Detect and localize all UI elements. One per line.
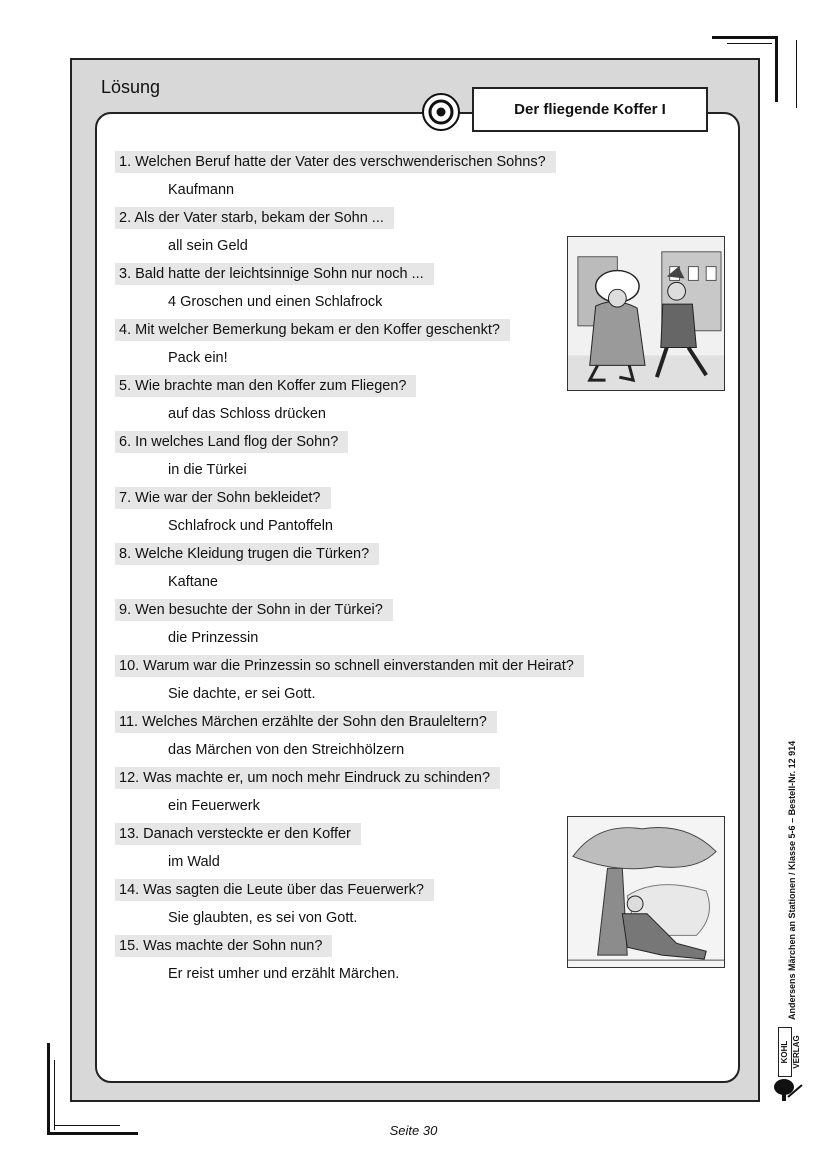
corner-line [775,36,778,102]
answer-text: Schlafrock und Pantoffeln [168,518,333,534]
answer-text: Pack ein! [168,350,228,366]
qa-item [115,319,555,369]
question-text: 7. Wie war der Sohn bekleidet? [115,487,331,509]
answer-text: Er reist umher und erzählt Märchen. [168,966,400,982]
qa-item [115,151,555,201]
question-text: 13. Danach versteckte er den Koffer [115,823,361,845]
qa-item [115,655,574,705]
qa-item [115,711,555,761]
qa-item [115,263,555,313]
question-text: 11. Welches Märchen erzählte der Sohn den Brauleltern? [115,711,497,733]
illustration-walking-men [567,236,725,391]
question-list [115,151,574,991]
page-heading: Lösung [101,77,161,97]
answer-text: all sein Geld [168,238,248,254]
qa-item [115,879,555,929]
worksheet-title: Der fliegende Koffer I [472,87,708,132]
answer-text: Sie dachte, er sei Gott. [168,686,316,702]
answer-text: auf das Schloss drücken [168,406,326,422]
question-text: 15. Was machte der Sohn nun? [115,935,332,957]
answer-text: 4 Groschen und einen Schlafrock [168,294,383,310]
qa-item [115,431,555,481]
question-text: 9. Wen besuchte der Sohn in der Türkei? [115,599,393,621]
answer-text: die Prinzessin [168,630,259,646]
qa-item [115,599,555,649]
answer-text: Sie glaubten, es sei von Gott. [168,910,358,926]
question-text: 5. Wie brachte man den Koffer zum Fliegen? [115,375,416,397]
question-text: 8. Welche Kleidung trugen die Türken? [115,543,379,565]
qa-item [115,487,555,537]
publisher-logo: KOHL VERLAG [770,1025,806,1105]
answer-text: in die Türkei [168,462,247,478]
qa-item [115,207,555,257]
target-icon [421,92,461,132]
question-text: 3. Bald hatte der leichtsinnige Sohn nur noch ... [115,263,434,285]
illustration-man-under-tree [567,816,725,968]
corner-line [796,40,797,108]
answer-text: Kaufmann [168,182,235,198]
qa-item [115,935,555,985]
corner-line [727,43,772,44]
question-text: 2. Als der Vater starb, bekam der Sohn ... [115,207,394,229]
corner-line [47,1043,50,1134]
qa-item [115,823,555,873]
side-reference-text: Andersens Märchen an Stationen / Klasse 5-6 – Bestell-Nr. 12 914 [787,740,797,1020]
answer-text: ein Feuerwerk [168,798,260,814]
qa-item [115,543,555,593]
question-text: 14. Was sagten die Leute über das Feuerwerk? [115,879,434,901]
answer-text: das Märchen von den Streichhölzern [168,742,405,758]
question-text: 12. Was machte er, um noch mehr Eindruck zu schinden? [115,767,500,789]
question-text: 6. In welches Land flog der Sohn? [115,431,348,453]
question-text: 10. Warum war die Prinzessin so schnell einverstanden mit der Heirat? [115,655,584,677]
question-text: 1. Welchen Beruf hatte der Vater des verschwenderischen Sohns? [115,151,556,173]
corner-line [54,1060,55,1130]
qa-item [115,375,555,425]
answer-text: Kaftane [168,574,218,590]
question-text: 4. Mit welcher Bemerkung bekam er den Koffer geschenkt? [115,319,510,341]
qa-item [115,767,555,817]
answer-text: im Wald [168,854,220,870]
page-number: Seite 30 [389,1123,438,1138]
corner-line [712,36,778,39]
tree-logo-icon [772,1077,806,1103]
